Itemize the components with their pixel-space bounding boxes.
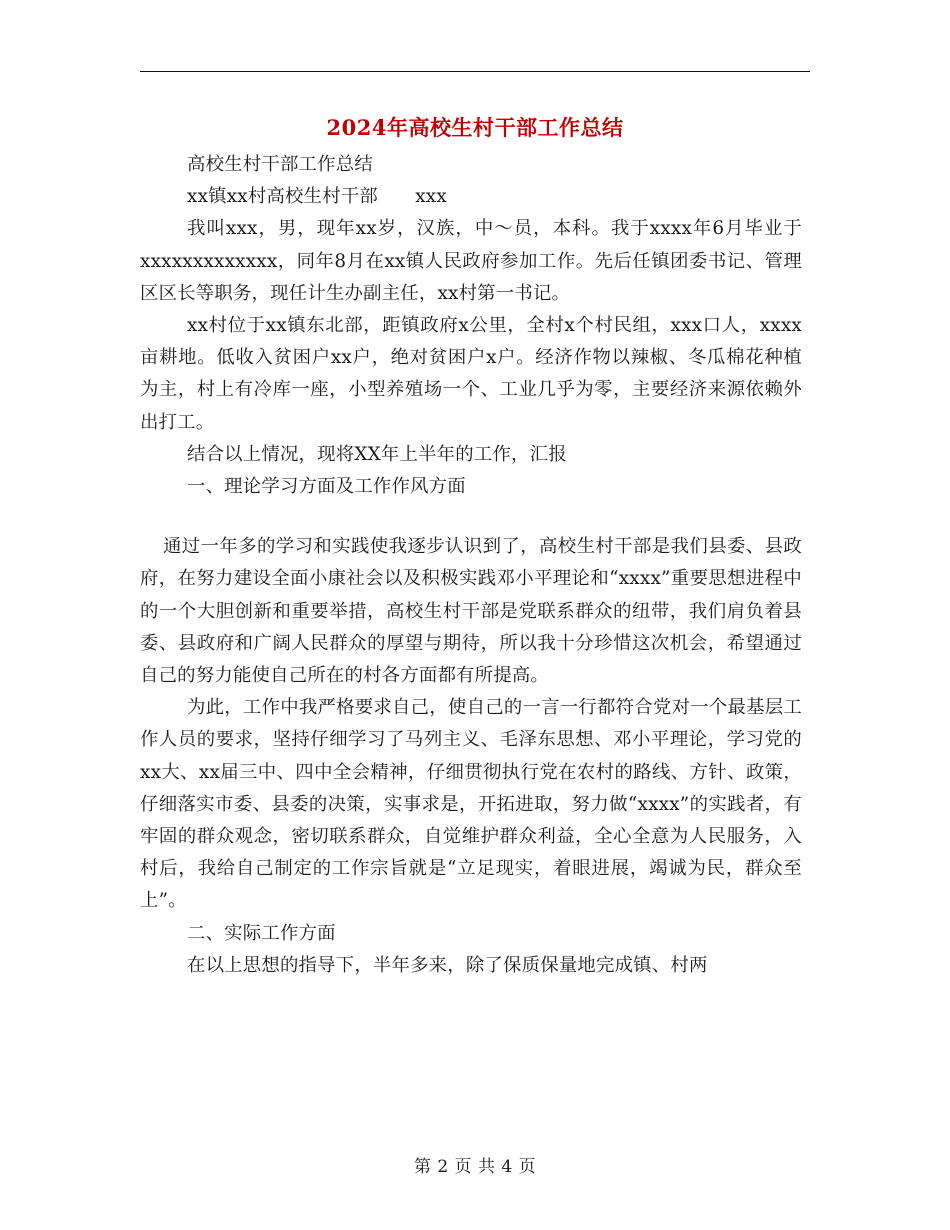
paragraph-intro: 我叫xxx，男，现年xx岁，汉族，中～员，本科。我于xxxx年6月毕业于xxxxxxxxxxxxx，同年8月在xx镇人民政府参加工作。先后任镇团委书记、管理区区长等职务，现任计生办副主任，xx村第一书记。 <box>140 218 802 304</box>
author-line: xx镇xx村高校生村干部 xxx <box>187 186 447 208</box>
paragraph-village: xx村位于xx镇东北部，距镇政府x公里，全村x个村民组，xxx口人，xxxx亩耕地。低收入贫困户xx户，绝对贫困户x户。经济作物以辣椒、冬瓜棉花种植为主，村上有冷库一座，小型养殖场一个、工业几乎为零，主要经济来源依赖外出打工。 <box>140 315 802 433</box>
document-title: 2024年高校生村干部工作总结 <box>326 115 624 140</box>
paragraph-requirements: 为此，工作中我严格要求自己，使自己的一言一行都符合党对一个最基层工作人员的要求，坚持仔细学习了马列主义、毛泽东思想、邓小平理论，学习党的xx大、xx届三中、四中全会精神，仔细贯彻执行党在农村的路线、方针、政策，仔细落实市委、县委的决策，实事求是，开拓进取，努力做“xxxx”的实践者，有牢固的群众观念，密切联系群众，自觉维护群众利益，全心全意为人民服务，入村后，我给自己制定的工作宗旨就是“立足现实，着眼进展，竭诚为民，群众至上”。 <box>140 697 802 912</box>
document-body <box>140 149 802 982</box>
paragraph-gap <box>140 503 802 531</box>
section-heading-2: 二、实际工作方面 <box>187 922 336 944</box>
subtitle-line: 高校生村干部工作总结 <box>187 154 373 175</box>
paragraph-study: 通过一年多的学习和实践使我逐步认识到了，高校生村干部是我们县委、县政府，在努力建设全面小康社会以及积极实践邓小平理论和“xxxx”重要思想进程中的一个大胆创新和重要举措，高校生村干部是党联系群众的纽带，我们肩负着县委、县政府和广阔人民群众的厚望与期待，所以我十分珍惜这次机会，希望通过自己的努力能使自己所在的村各方面都有所提高。 <box>140 536 802 687</box>
paragraph-practice: 在以上思想的指导下，半年多来，除了保质保量地完成镇、村两 <box>187 954 708 976</box>
section-heading-1: 一、理论学习方面及工作作风方面 <box>187 476 466 498</box>
page-footer: 第 2 页 共 4 页 <box>413 1157 537 1177</box>
paragraph-report: 结合以上情况，现将XX年上半年的工作，汇报 <box>187 443 567 465</box>
header-rule <box>140 71 810 72</box>
